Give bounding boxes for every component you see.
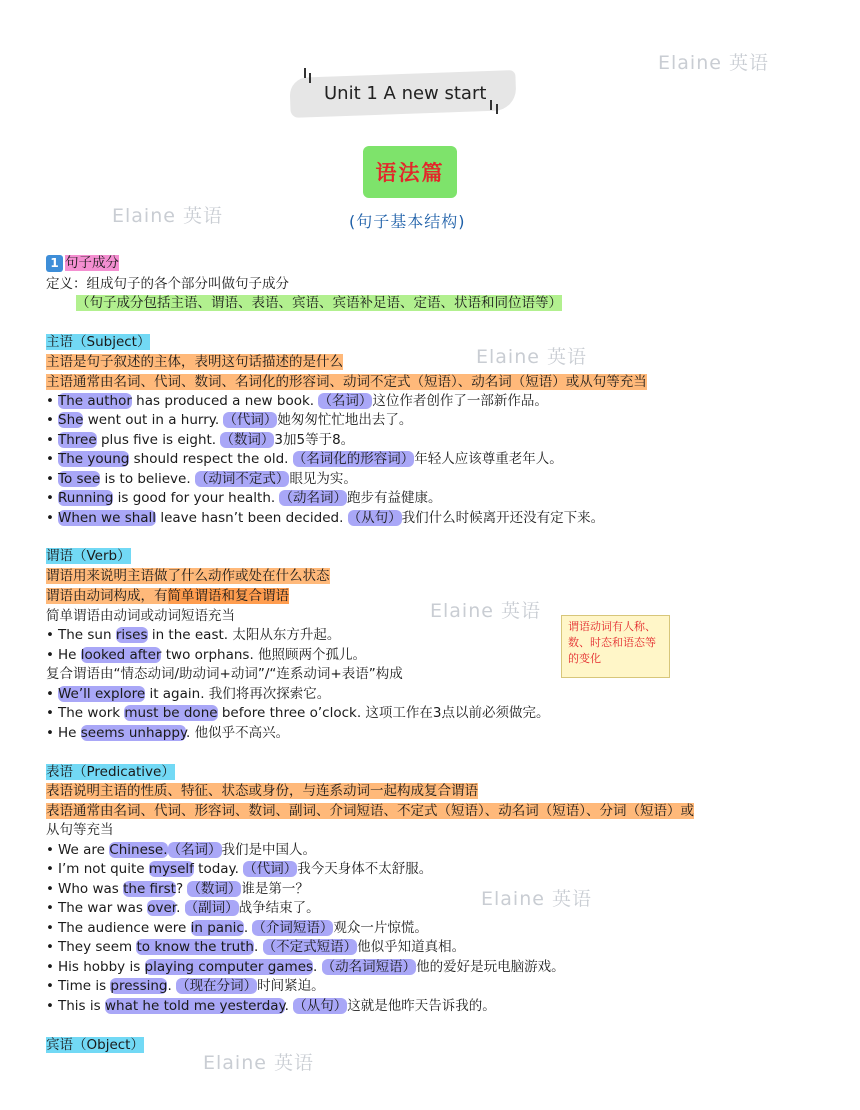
verb-simple: 简单谓语由动词或动词短语充当 [46,608,235,624]
section-heading [46,254,119,273]
list-item: • The audience were in panic. （介词短语）观众一片惊慌。 [46,920,428,936]
list-item: • He looked after two orphans. 他照顾两个孤儿。 [46,647,367,663]
object-heading: 宾语（Object） [46,1037,144,1053]
list-item: • The sun rises in the east. 太阳从东方升起。 [46,627,341,643]
verb-desc-1: 谓语用来说明主语做了什么动作或处在什么状态 [46,568,330,584]
grammar-badge: 语法篇 [363,146,457,198]
subject-heading: 主语（Subject） [46,334,151,350]
definition-includes: （句子成分包括主语、谓语、表语、宾语、宾语补足语、定语、状语和同位语等） [76,295,562,311]
list-item: • When we shall leave hasn’t been decided. （从句）我们什么时候离开还没有定下来。 [46,510,605,526]
watermark: Elaine 英语 [112,205,223,227]
list-item: • I’m not quite myself today. （代词）我今天身体不太舒服。 [46,861,433,877]
list-item: • The work must be done before three o’clock. 这项工作在3点以前必须做完。 [46,705,550,721]
verb-heading: 谓语（Verb） [46,548,131,564]
list-item: • She went out in a hurry. （代词）她匆匆忙忙地出去了。 [46,412,413,428]
list-item: • This is what he told me yesterday. （从句）这就是他昨天告诉我的。 [46,998,496,1014]
page-subtitle: (句子基本结构) [349,212,466,231]
list-item: • The war was over. （副词）战争结束了。 [46,900,320,916]
watermark: Elaine 英语 [430,600,541,622]
verb-note: 谓语动词有人称、数、时态和语态等的变化 [561,615,670,678]
list-item: • Who was the first? （数词）谁是第一？ [46,881,309,897]
watermark: Elaine 英语 [476,346,587,368]
section-title: 句子成分 [65,255,119,271]
section-number: 1 [46,255,63,272]
predicative-heading: 表语（Predicative） [46,764,175,780]
subject-desc-2: 主语通常由名词、代词、数词、名词化的形容词、动词不定式（短语）、动名词（短语）或从句等充当 [46,374,647,390]
list-item: • His hobby is playing computer games. （动名词短语）他的爱好是玩电脑游戏。 [46,959,565,975]
list-item: • The young should respect the old. （名词化的形容词）年轻人应该尊重老年人。 [46,451,563,467]
verb-desc-2: 谓语由动词构成，有简单谓语和复合谓语 [46,588,289,604]
watermark: Elaine 英语 [203,1052,314,1074]
watermark: Elaine 英语 [658,52,769,74]
list-item: • They seem to know the truth. （不定式短语）他似乎知道真相。 [46,939,466,955]
subject-desc-1: 主语是句子叙述的主体，表明这句话描述的是什么 [46,354,343,370]
list-item: • We’ll explore it again. 我们将再次探索它。 [46,686,331,702]
list-item: • Three plus five is eight. （数词）3加5等于8。 [46,432,355,448]
watermark: Elaine 英语 [481,888,592,910]
list-item: • The author has produced a new book. （名词）这位作者创作了一部新作品。 [46,393,548,409]
list-item: • He seems unhappy. 他似乎不高兴。 [46,725,290,741]
predicative-desc-1: 表语说明主语的性质、特征、状态或身份，与连系动词一起构成复合谓语 [46,783,478,799]
list-item: • Running is good for your health. （动名词）跑步有益健康。 [46,490,442,506]
predicative-desc-2: 表语通常由名词、代词、形容词、数词、副词、介词短语、不定式（短语）、动名词（短语）、分词（短语）或 [46,803,694,819]
verb-compound: 复合谓语由“情态动词/助动词+动词”/“连系动词+表语”构成 [46,666,403,682]
page-title-banner [284,64,520,118]
definition: 定义：组成句子的各个部分叫做句子成分 [46,276,289,292]
list-item: • We are Chinese.（名词）我们是中国人。 [46,842,317,858]
predicative-desc-2b: 从句等充当 [46,822,114,838]
page-title: Unit 1 A new start [324,83,487,104]
list-item: • Time is pressing. （现在分词）时间紧迫。 [46,978,325,994]
list-item: • To see is to believe. （动词不定式）眼见为实。 [46,471,357,487]
